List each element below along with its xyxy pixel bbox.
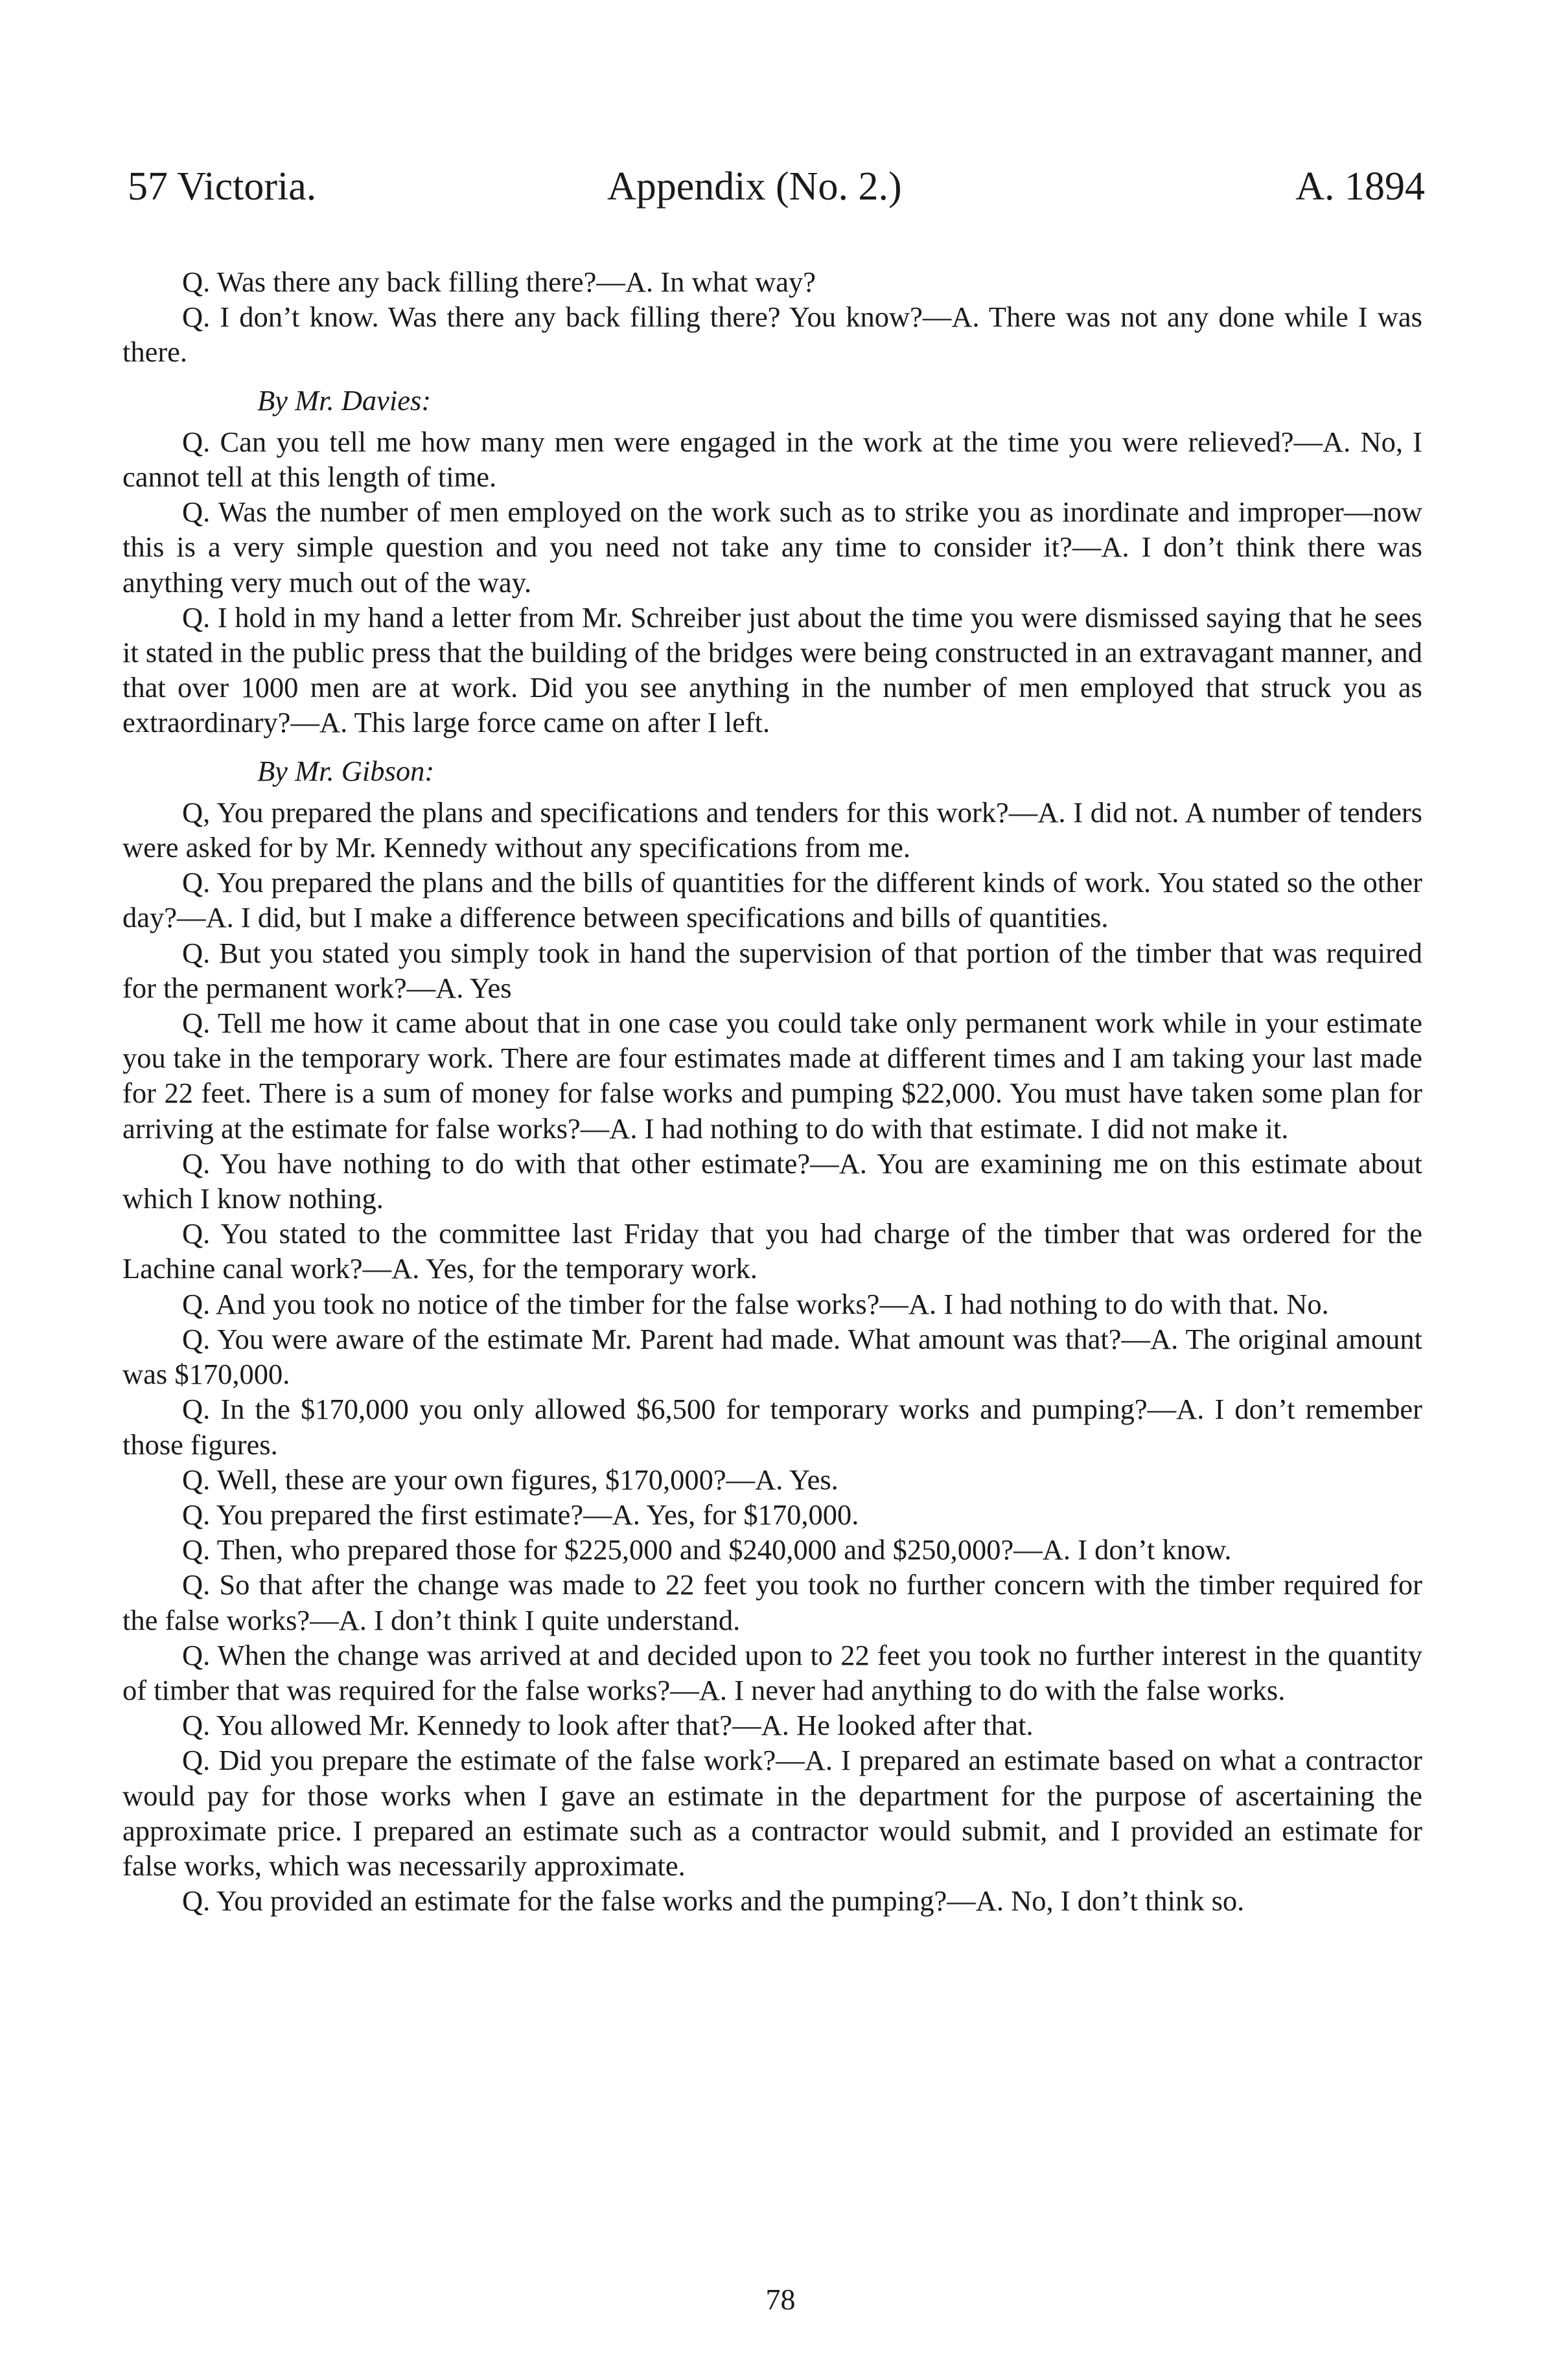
examiner-heading: By Mr. Gibson: — [257, 754, 435, 787]
running-header — [128, 161, 1425, 212]
page-number: 78 — [765, 2283, 796, 2316]
examiner-heading: By Mr. Davies: — [257, 383, 432, 417]
question-answer: Q. You allowed Mr. Kennedy to look after that?—A. He looked after that. — [182, 1709, 1034, 1742]
header-year: A. 1894 — [1295, 165, 1425, 209]
question-answer: Q. I don’t know. Was there any back filling there? You know?—A. There was not any done while I was there. — [122, 301, 1422, 369]
question-answer: Q. Did you prepare the estimate of the false work?—A. I prepared an estimate based on what a contractor would pay for those works when I gave an estimate in the department for the purpose of ascertaining the approximate price. I prepared an estimate such as a contractor would submit, and I provided an estimate for false works, which was necessarily approximate. — [122, 1744, 1422, 1882]
question-answer: Q. You have nothing to do with that other estimate?—A. You are examining me on this estimate about which I know nothing. — [122, 1147, 1422, 1215]
question-answer: Q. So that after the change was made to 22 feet you took no further concern with the timber required for the false works?—A. I don’t think I quite understand. — [122, 1568, 1422, 1636]
question-answer: Q. Then, who prepared those for $225,000 and $240,000 and $250,000?—A. I don’t know. — [182, 1533, 1232, 1566]
question-answer: Q. You provided an estimate for the false works and the pumping?—A. No, I don’t think so. — [182, 1884, 1245, 1917]
question-answer: Q. You stated to the committee last Friday that you had charge of the timber that was ordered for the Lachine canal work?—A. Yes, for the temporary work. — [122, 1217, 1422, 1285]
question-answer: Q. Tell me how it came about that in one case you could take only permanent work while in your estimate you take in the temporary work. There are four estimates made at different times and I am taking your last made for 22 feet. There is a sum of money for false works and pumping $22,000. You must have taken some plan for arriving at the estimate for false works?—A. I had nothing to do with that estimate. I did not make it. — [122, 1007, 1422, 1145]
question-answer: Q, You prepared the plans and specifications and tenders for this work?—A. I did not. A number of tenders were asked for by Mr. Kennedy without any specifications from me. — [122, 795, 1422, 864]
question-answer: Q. Well, these are your own figures, $170,000?—A. Yes. — [182, 1463, 838, 1496]
question-answer: Q. You were aware of the estimate Mr. Parent had made. What amount was that?—A. The original amount was $170,000. — [122, 1322, 1422, 1391]
question-answer: Q. You prepared the first estimate?—A. Yes, for $170,000. — [182, 1498, 859, 1531]
header-session: 57 Victoria. — [128, 165, 317, 209]
question-answer: Q. Was the number of men employed on the work such as to strike you as inordinate and improper—now this is a very simple question and you need not take any time to consider it?—A. I don’t think there was anything very much out of the way. — [122, 496, 1422, 599]
question-answer: Q. And you took no notice of the timber for the false works?—A. I had nothing to do with that. No. — [182, 1287, 1329, 1320]
question-answer: Q. Can you tell me how many men were engaged in the work at the time you were relieved?—A. No, I cannot tell at this length of time. — [122, 425, 1422, 494]
testimony-body — [122, 264, 1422, 1918]
question-answer: Q. I hold in my hand a letter from Mr. Schreiber just about the time you were dismissed saying that he sees it stated in the public press that the building of the bridges were being constructed in an extravagant manner, and that over 1000 men are at work. Did you see anything in the number of men employed that struck you as extraordinary?—A. This large force came on after I left. — [122, 601, 1422, 739]
question-answer: Q. In the $170,000 you only allowed $6,500 for temporary works and pumping?—A. I don’t remember those figures. — [122, 1393, 1422, 1461]
question-answer: Q. When the change was arrived at and decided upon to 22 feet you took no further interest in the quantity of timber that was required for the false works?—A. I never had anything to do with the false works. — [122, 1638, 1422, 1706]
question-answer: Q. You prepared the plans and the bills of quantities for the different kinds of work. You stated so the other day?—A. I did, but I make a difference between specifications and bills of quantities. — [122, 866, 1422, 934]
question-answer: Q. But you stated you simply took in hand the supervision of that portion of the timber that was required for the permanent work?—A. Yes — [122, 936, 1422, 1004]
question-answer: Q. Was there any back filling there?—A. In what way? — [182, 266, 816, 298]
header-appendix: Appendix (No. 2.) — [607, 165, 902, 209]
